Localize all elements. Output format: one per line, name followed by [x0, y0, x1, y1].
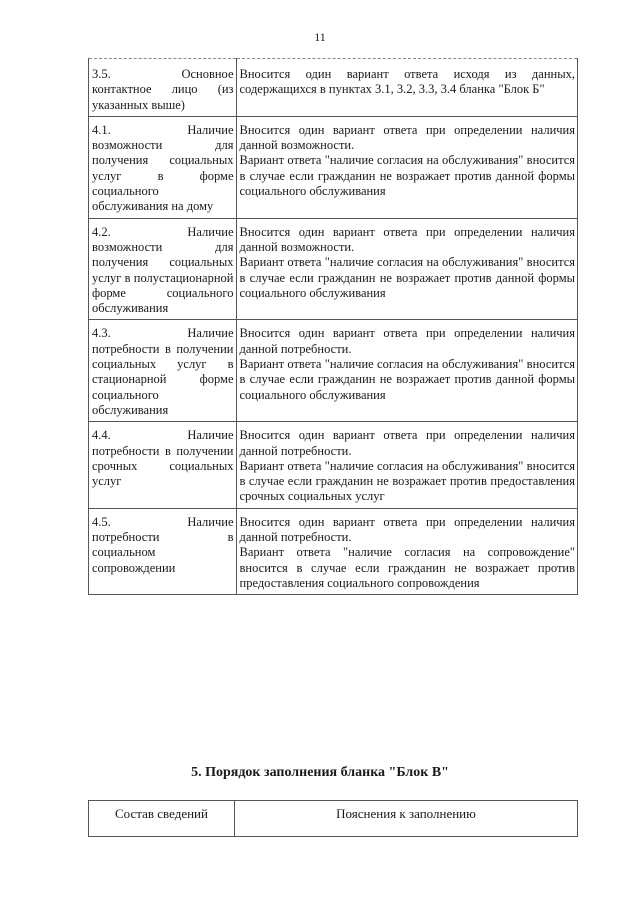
item-explanation-cell	[236, 508, 578, 594]
table-row	[89, 218, 578, 320]
section-heading: 5. Порядок заполнения бланка "Блок В"	[191, 765, 449, 780]
item-label-cell	[89, 508, 237, 594]
item-label: потребности в получении социальных услуг в стационарной форме социального обслуживания	[92, 341, 234, 417]
item-label-first-word: Наличие	[187, 428, 234, 443]
column-header-composition: Состав сведений	[89, 801, 235, 837]
item-explanation-cell	[236, 59, 578, 117]
item-label: потребности в получении срочных социальных услуг	[92, 443, 234, 489]
explanation-paragraph: Вариант ответа "наличие согласия на обслуживания" вносится в случае если гражданин не возражает против предоставления срочных социальных услуг	[239, 458, 575, 504]
item-explanation-cell	[236, 422, 578, 508]
explanation-paragraph: Вносится один вариант ответа при определении наличия данной потребности.	[239, 428, 575, 458]
item-label-first-word: Наличие	[187, 326, 234, 341]
item-number: 3.5.	[92, 67, 111, 81]
explanation-paragraph: Вносится один вариант ответа исходя из данных, содержащихся в пунктах 3.1, 3.2, 3.3, 3.4 бланка "Блок Б"	[239, 67, 575, 97]
table-row	[89, 422, 578, 508]
explanation-paragraph: Вариант ответа "наличие согласия на обслуживания" вносится в случае если гражданин не возражает против данной формы социального обслуживания	[239, 255, 575, 300]
item-label-cell	[89, 422, 237, 508]
item-label: потребности в социальном сопровождении	[92, 530, 234, 575]
item-number: 4.1.	[92, 122, 111, 137]
item-label-first-word: Наличие	[187, 514, 234, 529]
item-number: 4.2.	[92, 224, 111, 239]
explanation-paragraph: Вариант ответа "наличие согласия на сопровождение" вносится в случае если гражданин не возражает против предоставления социального сопровождения	[239, 545, 575, 590]
block-v-header-table	[88, 800, 578, 837]
explanation-paragraph: Вносится один вариант ответа при определении наличия данной потребности.	[239, 326, 575, 356]
item-label-first-word: Наличие	[187, 224, 234, 239]
item-label-first-word: Основное	[181, 67, 234, 81]
explanation-paragraph: Вариант ответа "наличие согласия на обслуживания" вносится в случае если гражданин не возражает против данной формы социального обслуживания	[239, 153, 575, 199]
item-label: возможности для получения социальных услуг в форме социального обслуживания на дому	[92, 138, 234, 214]
column-header-explanations: Пояснения к заполнению	[235, 801, 578, 837]
explanation-paragraph: Вариант ответа "наличие согласия на обслуживания" вносится в случае если гражданин не возражает против данной формы социального обслуживания	[239, 357, 575, 402]
item-number: 4.4.	[92, 428, 111, 443]
table-row	[89, 508, 578, 594]
item-number: 4.5.	[92, 514, 111, 529]
item-label: возможности для получения социальных услуг в полустационарной форме социального обслуживания	[92, 239, 234, 316]
item-number: 4.3.	[92, 326, 111, 341]
table-row	[89, 116, 578, 218]
item-label-cell	[89, 59, 237, 117]
item-label-cell	[89, 320, 237, 422]
item-label: контактное лицо (из указанных выше)	[92, 82, 234, 112]
table-header-row	[89, 801, 578, 837]
explanation-paragraph: Вносится один вариант ответа при определении наличия данной возможности.	[239, 224, 575, 254]
explanation-paragraph: Вносится один вариант ответа при определении наличия данной возможности.	[239, 122, 575, 153]
page-number: 11	[314, 30, 326, 44]
instructions-table	[88, 58, 578, 595]
item-label-cell	[89, 116, 237, 218]
table-row	[89, 59, 578, 117]
item-explanation-cell	[236, 320, 578, 422]
item-explanation-cell	[236, 116, 578, 218]
table-row	[89, 320, 578, 422]
explanation-paragraph: Вносится один вариант ответа при определении наличия данной потребности.	[239, 514, 575, 545]
item-label-cell	[89, 218, 237, 320]
item-explanation-cell	[236, 218, 578, 320]
item-label-first-word: Наличие	[187, 122, 234, 137]
